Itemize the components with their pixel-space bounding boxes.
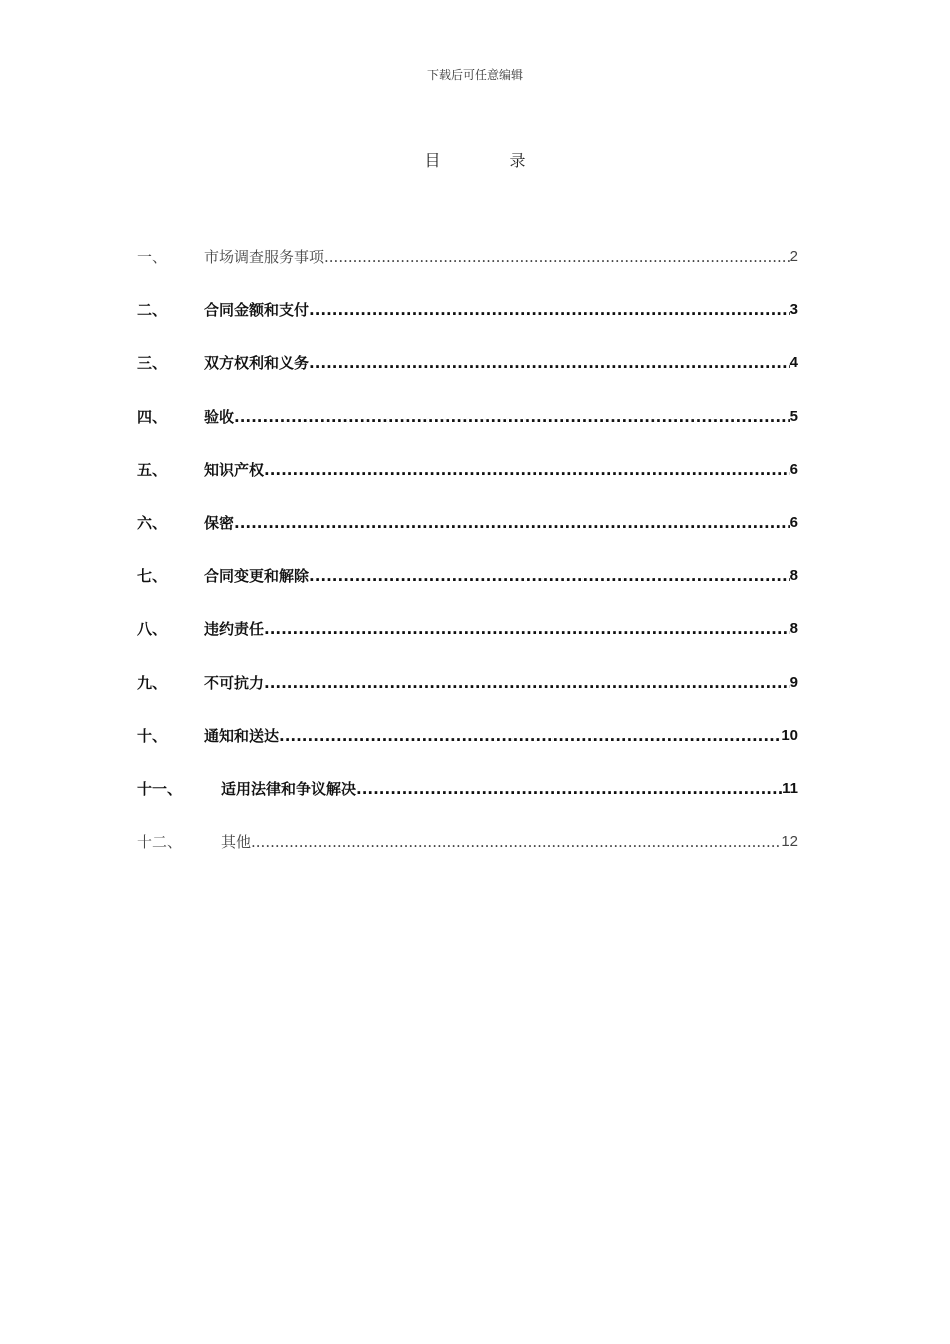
toc-entry-number: 十二、: [137, 833, 183, 852]
toc-entry-3[interactable]: [137, 351, 798, 404]
toc-entry-number: 十一、: [137, 779, 183, 798]
toc-entry-page: 3: [789, 301, 798, 319]
toc-entry-label: 验收: [204, 407, 235, 426]
toc-entry-page: 6: [789, 460, 798, 478]
toc-entry-label: 其他: [221, 833, 252, 852]
toc-entry-label: 市场调查服务事项: [204, 248, 325, 266]
toc-entry-page: 11: [782, 779, 798, 797]
toc-dot-leader: [324, 245, 790, 269]
toc-entry-label: 通知和送达: [204, 726, 280, 745]
toc-dot-leader: [356, 777, 782, 801]
toc-entry-page: 2: [789, 248, 798, 265]
toc-entry-number: 二、: [137, 301, 168, 320]
toc-dot-leader: [279, 724, 781, 748]
toc-entry-page: 8: [789, 620, 798, 638]
toc-entry-number: 四、: [137, 407, 168, 426]
toc-entry-2[interactable]: [137, 298, 798, 351]
toc-entry-label: 知识产权: [204, 460, 265, 479]
toc-entry-page: 8: [789, 567, 798, 585]
toc-dot-leader: [251, 830, 781, 854]
toc-entry-label: 合同金额和支付: [204, 301, 310, 320]
toc-entry-label: 不可抗力: [204, 673, 265, 692]
toc-entry-label: 保密: [204, 513, 235, 532]
toc-entry-12[interactable]: [137, 830, 798, 883]
toc-title: 目 录: [424, 151, 558, 170]
toc-entry-8[interactable]: [137, 617, 798, 670]
toc-entry-number: 六、: [137, 513, 168, 532]
toc-entry-number: 一、: [137, 248, 168, 266]
toc-dot-leader: [264, 671, 790, 695]
toc-entry-number: 八、: [137, 620, 168, 639]
toc-entry-7[interactable]: [137, 564, 798, 617]
toc-entry-page: 5: [789, 407, 798, 425]
toc-dot-leader: [234, 511, 790, 535]
toc-entry-11[interactable]: [137, 777, 798, 830]
toc-entry-page: 4: [789, 354, 798, 372]
toc-entry-number: 三、: [137, 354, 168, 373]
toc-dot-leader: [309, 298, 790, 322]
toc-entry-label: 适用法律和争议解决: [221, 779, 357, 798]
toc-entry-4[interactable]: [137, 405, 798, 458]
toc-entry-page: 6: [789, 513, 798, 531]
toc-entry-label: 违约责任: [204, 620, 265, 639]
toc-entry-10[interactable]: [137, 724, 798, 777]
toc-entry-page: 12: [781, 833, 798, 851]
toc-dot-leader: [309, 351, 790, 375]
toc-entry-5[interactable]: [137, 458, 798, 511]
toc-entry-number: 七、: [137, 567, 168, 586]
toc-entry-number: 五、: [137, 460, 168, 479]
toc-entry-page: 9: [789, 673, 798, 691]
toc-entry-number: 九、: [137, 673, 168, 692]
toc-entry-label: 双方权利和义务: [204, 354, 310, 373]
toc-entry-number: 十、: [137, 726, 168, 745]
toc-entry-label: 合同变更和解除: [204, 567, 310, 586]
toc-entry-6[interactable]: [137, 511, 798, 564]
page-header-note: 下载后可任意编辑: [426, 68, 523, 82]
toc-dot-leader: [264, 617, 790, 641]
table-of-contents: [137, 245, 798, 883]
toc-entry-1[interactable]: [137, 245, 798, 298]
toc-entry-page: 10: [781, 726, 798, 744]
toc-entry-9[interactable]: [137, 671, 798, 724]
toc-dot-leader: [309, 564, 790, 588]
toc-dot-leader: [264, 458, 790, 482]
toc-dot-leader: [234, 405, 790, 429]
